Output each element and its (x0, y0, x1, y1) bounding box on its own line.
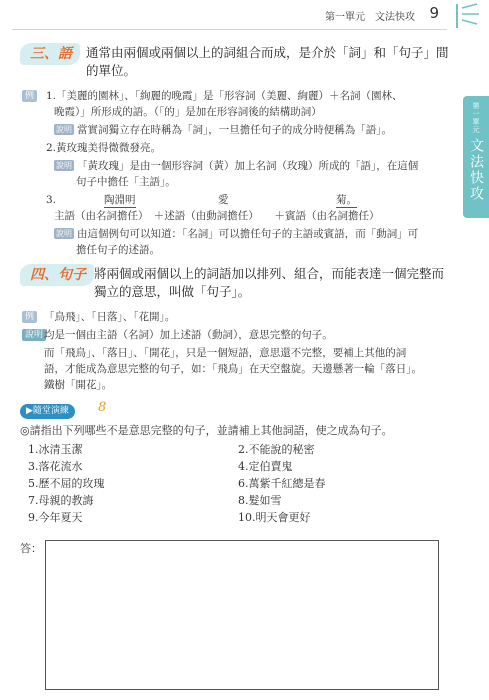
note-badge: 說明 (56, 161, 72, 170)
practice-item: 6.萬紫千紅總是春 (238, 477, 326, 490)
practice-item: 2.不能說的秘密 (238, 443, 315, 456)
example2-note1: 均是一個由主語（名詞）加上述語（動詞），意思完整的句子。 (44, 329, 333, 341)
unit-title: 第一單元 文法快攻 (325, 12, 415, 23)
note-text: 「黃玫瑰」是由一個形容詞（黃）加上名詞（玫瑰）所成的「語」，在這個 (77, 160, 419, 172)
note-text: 由這個例句可以知道：「名詞」可以擔任句子的主語或賓語，而「動詞」可 (77, 228, 419, 240)
example2-note4: 鐵樹「開花」。 (44, 379, 113, 391)
section-four-line1: 將兩個或兩個以上的詞語加以排列、組合，而能表達一個完整而 (94, 266, 445, 281)
practice-instruction: ◎請指出下列哪些不是意思完整的句子，並請補上其他詞語，使之成為句子。 (20, 424, 393, 437)
note-badge: 說明 (56, 229, 72, 238)
example1-item3-roles: 主語（由名詞擔任） ＋述語（由動詞擔任） ＋賓語（由名詞擔任） (54, 210, 380, 222)
page-header (0, 0, 489, 34)
practice-item: 9.今年夏天 (28, 511, 83, 524)
example2-text: 「鳥飛」、「日落」、「花開」。 (44, 311, 176, 323)
example2-note3: 語，才能成為意思完整的句子，如：「飛鳥」在天空盤旋。天邊懸著一輪「落日」。 (44, 363, 422, 375)
header-rule (12, 29, 447, 30)
page-number: 9 (429, 4, 439, 22)
side-tab-title: 文法快攻 (468, 138, 484, 202)
example-badge: 例 (22, 311, 37, 323)
corner-decoration-icon (453, 2, 483, 30)
example1-line1: 1.「美麗的園林」、「絢麗的晚霞」是「形容詞（美麗、絢麗）＋名詞（園林、 (46, 90, 403, 102)
example1-note3-line2: 擔任句子的述語。 (76, 244, 160, 256)
practice-item: 3.落花流水 (28, 460, 83, 473)
practice-item: 8.髮如雪 (238, 494, 282, 507)
example1-note2 (54, 159, 418, 173)
practice-item: 7.母親的教誨 (28, 494, 94, 507)
example1-line2: 晚霞）」所形成的語。（「的」是加在形容詞後的結構助詞） (54, 106, 322, 118)
practice-item: 1.冰清玉潔 (28, 443, 83, 456)
practice-item: 4.定伯賣鬼 (238, 460, 293, 473)
side-tab-small: 第一單元 (472, 102, 480, 134)
example1-item3-num: 3. (46, 194, 57, 206)
practice-tag: ▶隨堂演練 (20, 404, 75, 419)
section-four-line2: 獨立的意思，叫做「句子」。 (94, 284, 251, 299)
section-three-line2: 的單位。 (86, 63, 137, 78)
example-badge: 例 (22, 90, 37, 102)
note-text: 當實詞獨立存在時稱為「詞」，一旦擔任句子的成分時便稱為「語」。 (77, 124, 392, 136)
subject-word: 陶淵明 (104, 194, 136, 206)
answer-box[interactable] (45, 540, 439, 690)
predicate-word: 愛 (218, 194, 229, 206)
answer-label: 答： (20, 542, 42, 555)
example1-note3 (54, 227, 418, 241)
note-badge: 說明 (56, 125, 72, 134)
object-word: 菊。 (336, 194, 357, 206)
practice-item: 5.歷不屈的玫瑰 (28, 477, 105, 490)
example1-note (54, 123, 392, 137)
section-three-tag: 三、語 (20, 43, 80, 65)
example2-note2: 而「飛鳥」、「落日」、「開花」，只是一個短語，意思還不完整，要補上其他的詞 (44, 347, 407, 359)
practice-number: 8 (98, 400, 107, 415)
note-badge: 說明 (22, 329, 46, 341)
chapter-side-tab (463, 96, 489, 218)
example1-line3: 2.黃玫瑰美得微微發亮。 (46, 142, 162, 154)
section-four-tag: 四、句子 (20, 264, 94, 286)
section-three-line1: 通常由兩個或兩個以上的詞組合而成，是介於「詞」和「句子」間 (86, 45, 449, 60)
practice-item: 10.明天會更好 (238, 511, 311, 524)
example1-note2-line2: 句子中擔任「主語」。 (76, 176, 176, 188)
